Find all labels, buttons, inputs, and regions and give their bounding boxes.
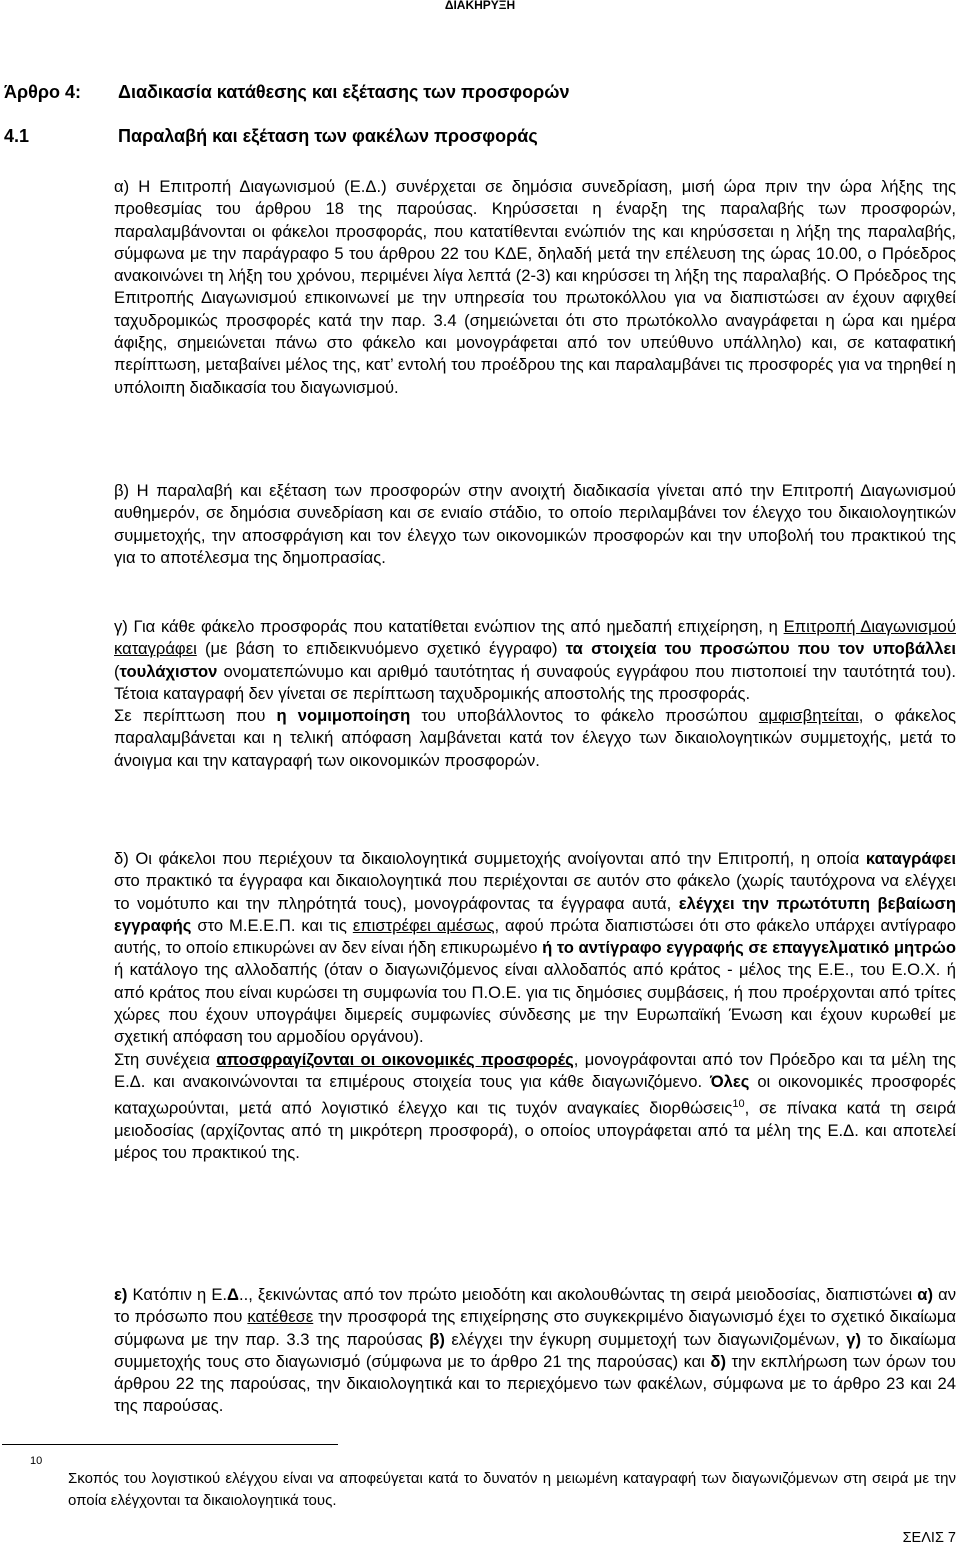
text-run: επιστρέφει αμέσως bbox=[352, 915, 495, 935]
text-run: α) bbox=[917, 1285, 933, 1304]
paragraph-d bbox=[114, 848, 956, 1165]
section-heading bbox=[4, 126, 538, 147]
text-run: καταγράφει bbox=[865, 849, 956, 868]
footnote-text: Σκοπός του λογιστικού ελέγχου είναι να αποφεύγεται κατά το δυνατόν η μειωμένη καταγραφή των διαγωνιζόμενων στη σειρά με την οποία ελέγχονται τα δικαιολογητικά τους. bbox=[68, 1470, 956, 1509]
paragraph-c bbox=[114, 616, 956, 772]
article-title: Διαδικασία κατάθεσης και εξέτασης των προσφορών bbox=[118, 82, 570, 102]
text-run: του υποβάλλοντος το φάκελο προσώπου bbox=[410, 706, 759, 726]
footnote-separator bbox=[2, 1444, 338, 1445]
article-label: Άρθρο 4: bbox=[4, 82, 82, 102]
paragraph-b bbox=[114, 480, 956, 569]
text-run: ελέγχει την πρωτότυπη βεβαίωση εγγραφής bbox=[114, 893, 956, 935]
text-run: Όλες bbox=[709, 1071, 750, 1091]
text-run: γ) Για κάθε φάκελο προσφοράς που κατατίθεται ενώπιον της από ημεδαπή επιχείρηση, η bbox=[114, 617, 784, 636]
text-run: τα στοιχεία του προσώπου που τον υποβάλλει bbox=[565, 639, 956, 659]
text-run: δ) Οι φάκελοι που περιέχουν τα δικαιολογητικά συμμετοχής ανοίγονται από την Επιτροπή, η οποία bbox=[114, 849, 866, 868]
text-run: β) Η παραλαβή και εξέταση των προσφορών στην ανοιχτή διαδικασία γίνεται από την Επιτροπή Διαγωνισμού αυθημερόν, σε δημόσια συνεδρίαση και σε ενιαίο στάδιο, το οποίο περιλαμβάνει τον έλεγχο του δικαιολογητικών συμμετοχής, την αποσφράγιση και τον έλεγχο των οικονομικών προσφορών και την υποβολή του πρακτικού της για το αποτέλεσμα της δημοπρασίας. bbox=[114, 481, 956, 567]
text-run: την εκπλήρωση των όρων του άρθρου 22 της παρούσας, την δικαιολογητικά και το περιεχόμενο των φακέλων, σύμφωνα με το άρθρο 23 και 24 της παρούσας. bbox=[114, 1351, 956, 1416]
text-run: Δ bbox=[227, 1285, 239, 1304]
text-run: , μονογράφονται από τον Πρόεδρο και τα μέλη της Ε.Δ. και ανακοινώνονται τα επιμέρους στοιχεία τους για κάθε διαγωνιζόμενο. bbox=[114, 1049, 956, 1091]
text-run: η νομιμοποίηση bbox=[276, 706, 411, 726]
section-title: Παραλαβή και εξέταση των φακέλων προσφοράς bbox=[118, 126, 538, 146]
text-run: Στη συνέχεια bbox=[114, 1049, 217, 1069]
text-run: οι οικονομικές προσφορές καταχωρούνται, μετά από λογιστικό έλεγχο και τις τυχόν αναγκαίες διορθώσεις bbox=[114, 1071, 956, 1118]
text-run: ή το αντίγραφο εγγραφής σε επαγγελματικό μητρώο bbox=[542, 938, 957, 958]
text-run: τουλάχιστον bbox=[119, 661, 218, 681]
document-header: ΔΙΑΚΗΡΥΞΗ bbox=[444, 0, 516, 12]
text-run: γ) bbox=[846, 1329, 861, 1349]
section-label: 4.1 bbox=[4, 126, 30, 146]
article-heading bbox=[4, 82, 570, 103]
text-run: αποσφραγίζονται οι οικονομικές προσφορές bbox=[216, 1049, 574, 1069]
text-run: α) Η Επιτροπή Διαγωνισμού (Ε.Δ.) συνέρχεται σε δημόσια συνεδρίαση, μισή ώρα πριν την ώρα λήξης της προθεσμίας του άρθρου 18 της παρούσας. Κηρύσσεται η έναρξη της παραλαβής των προσφορών, παραλαμβάνονται οι φάκελοι προσφοράς, που κατατίθενται ενώπιόν της και κηρύσσεται η λήξη της παραλαβής, σύμφωνα με την παράγραφο 5 του άρθρου 22 του ΚΔΕ, δηλαδή μετά την επέλευση της ώρας 10.00, ο Πρόεδρος ανακοινώνει τη λήξη του χρόνου, περιμένει λίγα λεπτά (2-3) και κηρύσσει τη λήξη της παραλαβής. Ο Πρόεδρος της Επιτροπής Διαγωνισμού επικοινωνεί με την υπηρεσία του πρωτοκόλλου για να διαπιστώσει αν έχουν αφιχθεί ταχυδρομικώς προσφορές κατά την παρ. 3.4 (σημειώνεται ότι στο πρωτόκολλο αναγράφεται η ώρα και ημέρα άφιξης, σημειώνεται πάνω στο φάκελο και μονογράφεται από τον υπεύθυνο υπάλληλο) και, σε καταφατική περίπτωση, μεταβαίνει μέλος της, κατ’ εντολή του προέδρου της και παραλαμβάνει τις προσφορές για να τηρηθεί η υπόλοιπη διαδικασία του διαγωνισμού. bbox=[114, 177, 956, 397]
text-run: Κατόπιν η Ε. bbox=[127, 1285, 228, 1304]
text-run: κατέθεσε bbox=[247, 1307, 314, 1327]
paragraph-e bbox=[114, 1284, 956, 1418]
text-run: δ) bbox=[710, 1351, 727, 1371]
page-number: ΣΕΛΙΣ 7 bbox=[902, 1530, 956, 1546]
text-run: , σε πίνακα κατά τη σειρά μειοδοσίας (αρχίζοντας από τη μικρότερη προσφορά), ο οποίος υπογράφεται από τα μέλη της Ε.Δ. και αποτελεί μέρος του πρακτικού της. bbox=[114, 1098, 956, 1163]
text-run: αμφισβητείται bbox=[758, 706, 859, 726]
text-run: την προσφορά της επιχείρησης στο συγκεκριμένο διαγωνισμό έχει το σχετικό δικαίωμα σύμφωνα με την παρ. 3.3 της παρούσας bbox=[114, 1307, 957, 1349]
text-run: ε) bbox=[114, 1285, 128, 1304]
text-run: ή κατάλογο της αλλοδαπής (όταν ο διαγωνιζόμενος είναι αλλοδαπός από κράτος - μέλος της Ε.Ε., του Ε.Ο.Χ. ή από κράτος που είναι κυρώσει τη συμφωνία του Π.Ο.Ε. για τις δημόσιες συμβάσεις, ή που προέρχονται από τρίτες χώρες που έχουν υπογράψει διμερείς συμφωνίες σύνδεσης με την Ευρωπαϊκή Ένωση και έχουν κυρωθεί με σχετική απόφαση του αρμοδίου οργάνου). bbox=[114, 960, 956, 1047]
text-run: Σε περίπτωση που bbox=[114, 706, 277, 726]
text-run: ελέγχει την έγκυρη συμμετοχή των διαγωνιζομένων, bbox=[444, 1329, 847, 1349]
text-run: , ο φάκελος παραλαμβάνεται και η τελική απόφαση λαμβάνεται κατά τον έλεγχο των δικαιολογητικών συμμετοχής, μετά το άνοιγμα και την καταγραφή των οικονομικών προσφορών. bbox=[114, 706, 956, 770]
text-run: ( bbox=[114, 661, 120, 681]
text-run: β) bbox=[429, 1329, 445, 1349]
text-run: στο πρακτικό τα έγγραφα και δικαιολογητικά που περιέχονται σε αυτόν στο φάκελο (χωρίς ταυτόχρονα να ελέγχει το νομότυπο και την πληρότητά τους), μονογράφοντας τα έγγραφα αυτά, bbox=[114, 871, 956, 913]
text-run: (με βάση το επιδεικνυόμενο σχετικό έγγραφο) bbox=[196, 639, 566, 659]
text-run: ονοματεπώνυμο και αριθμό ταυτότητας ή συναφούς εγγράφου που πιστοποιεί την ταυτότητά του). Τέτοια καταγραφή δεν γίνεται σε περίπτωση ταχυδρομικής αποστολής της προσφοράς. bbox=[114, 661, 956, 703]
text-run: το δικαίωμα συμμετοχής τους στο διαγωνισμό (σύμφωνα με το άρθρο 21 της παρούσας) και bbox=[114, 1329, 956, 1371]
text-run: αν το πρόσωπο που bbox=[114, 1285, 956, 1327]
paragraph-a bbox=[114, 176, 956, 399]
footnote-ref: 10 bbox=[732, 1098, 745, 1111]
text-run: .., ξεκινώντας από τον πρώτο μειοδότη και ακολουθώντας τη σειρά μειοδοσίας, διαπιστώνει bbox=[238, 1285, 918, 1304]
text-run: , αφού πρώτα διαπιστώσει ότι στο φάκελο υπάρχει αντίγραφο αυτής, το οποίο επικυρώνει αν δεν είναι ήδη επικυρωμένο bbox=[114, 915, 956, 958]
footnote-number: 10 bbox=[30, 1455, 43, 1467]
text-run: στο Μ.Ε.Ε.Π. και τις bbox=[191, 915, 353, 935]
text-run: Επιτροπή Διαγωνισμού καταγράφει bbox=[114, 617, 956, 659]
